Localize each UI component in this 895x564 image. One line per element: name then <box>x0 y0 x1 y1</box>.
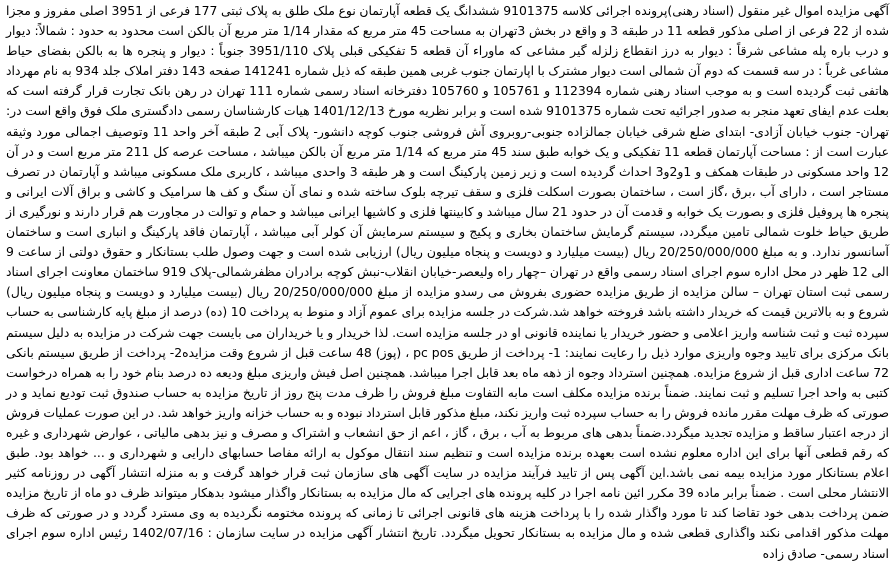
auction-notice <box>6 0 890 561</box>
notice-body-text: آگهی مزایده اموال غیر منقول (اسناد رهنی)پرونده اجرائی کلاسه 9101375 ششدانگ یک قطعه آپارتمان نوع ملک طلق به پلاک ثبتی 177 فرعی از 3951 اصلی مفروز و مجزا شده از 22 فرعی از اصلی مذکور قطعه 11 در طبقه 3 و واقع در بخش 3تهران به مساحت 45 متر مربع که مقدار 1/14 متر مربع آن بالکن است محدود به حدود : شمالاً: دیوار و درب باره پله مشاعی شرقاً : دیوار به درز انقطاع زلزله گیر مشاعی که ماوراء آن قطعه 5 تفکیکی قبلی پلاک 3951/110 جنوباً : دیوار و پنجره ها به بالکن بفضای حیاط مشاعی غرباً : در سه قسمت که دوم آن شمالی است دیوار مشترک با اپارتمان جنوب غربی همین طبقه که ذیل شماره 141241 صفحه 143 دفتر املاک جلد 934 به نام مهرداد هاتفی ثبت گردیده است و به موجب اسناد رهنی شماره 112394 و 105761 و 105760 دفترخانه اسناد رسمی شماره 111 تهران در رهن بانک تجارت قرار گرفته است که بعلت عدم ایفای تعهد منجر به صدور اجرائیه تحت شماره 9101375 شده است و برابر نظریه مورخ 1401/12/13 هیات کارشناسان رسمی دادگستری ملک فوق واقع است در: تهران- جنوب خیابان آزادی- ابتدای ضلع شرقی خیابان جمالزاده جنوبی-روبروی آش فروشی جنوب کوچه دانشور- پلاک آبی 2 طبقه آخر واحد 11 وتوصیف اجمالی مورد وثیقه عبارت است از : مساحت آپارتمان قطعه 11 تفکیکی و یک خوابه طبق سند 45 متر مربع که 1/14 متر مربع آن بالکن میباشد ، مساحت عرصه کل 211 متر مربع است و در آن 12 واحد مسکونی در طبقات همکف و 1و2و3 احداث گردیده است و زیر زمین پارکینگ است و هر طبقه 3 واحدی میباشد ، کاربری ملک مسکونی میباشد و آپارتمان در تصرف مستاجر است ، دارای آب ،برق ،گاز است ، ساختمان بصورت اسکلت فلزی و سقف تیرچه بلوک ساخته شده و نمای آن سنگ و کف ها سرامیک و کاشی و براق آلات ایرانی و پنجره ها پروفیل فلزی و بصورت یک خوابه و قدمت آن در حدود 21 سال میباشد و کابینتها فلزی و کاشیها ایرانی میباشد و حمام و توالت در مجاورت هم قرار دارند و نورگیری از طریق حیاط خلوت شمالی تامین میگردد، سیستم گرمایش ساختمان بخاری و پکیج و سیستم سرمایش آن کولر آبی میباشد ، آپارتمان فاقد پارکینگ و انباری است و ساختمان آسانسور ندارد. و به مبلغ 20/250/000/000 ریال (بیست میلیارد و دویست و پنجاه میلیون ریال) ارزیابی شده است و جهت وصول طلب بستانکار و حقوق دولتی از ساعت 9 الی 12 ظهر در محل اداره سوم اجرای اسناد رسمی واقع در تهران –چهار راه ولیعصر-خیابان انقلاب-نبش کوچه برادران مظفرشمالی-پلاک 919 ساختمان معاونت اجرای اسناد رسمی ثبت استان تهران – سالن مزایده از طریق مزایده حضوری بفروش می رسدو مزایده از مبلغ 20/250/000/000 ریال (بیست میلیارد و دویست و پنجاه میلیون ریال) شروع و به بالاترین قیمت که خریدار داشته باشد فروخته خواهد شد.شرکت در جلسه مزایده برای عموم آزاد و منوط به پرداخت 10 (ده) درصد از مبلغ پایه کارشناسی به حساب سپرده ثبت و ثبت شناسه واریز اعلامی و حضور خریدار یا نماینده قانونی او در جلسه مزایده است. لذا خریدار و یا خریداران می بایست جهت شرکت در مزایده به دلیل سیستم بانک مرکزی برای تایید وجوه واریزی موارد ذیل را رعایت نمایند: 1- پرداخت از طریق pc pos ، (پوز) 48 ساعت قبل از شروع وقت مزایده2- پرداخت از طریق سیستم بانکی 72 ساعت اداری قبل از شروع مزایده. همچنین استرداد وجوه از ذهه ماه بعد قابل اجرا میباشد. همچنین اصل فیش واریزی مبلغ ودیعه ده درصد بنام خود را به همراه درخواست کتبی به واحد اجرا تسلیم و ثبت نمایند. ضمناً برنده مزایده مکلف است مابه التفاوت مبلغ فروش را ظرف مدت پنج روز از تاریخ مزایده به حساب صندوق ثبت تودیع نماید و در صورتی که ظرف مهلت مقرر مانده فروش را به حساب سپرده ثبت واریز نکند، مبلغ مذکور قابل استرداد نبوده و به حساب خزانه واریز خواهد شد. در این صورت عملیات فروش از درجه اعتبار ساقط و مزایده تجدید میگردد.ضمناً بدهی های مربوط به آب ، برق ، گاز ، اعم از حق انشعاب و اشتراک و مصرف و نیز بدهی مالیاتی ، عوارض شهرداری و غیره که رقم قطعی آنها برای این اداره معلوم نشده است بعهده برنده مزایده است و تنظیم سند انتقال موکول به ارائه مفاصا حسابهای دارایی و شهرداری و ... خواهد بود. طبق اعلام بستانکار مورد مزایده بیمه نمی باشد.این آگهی پس از تایید فرآیند مزایده در سایت آگهی های سازمان ثبت قرار خواهد گرفت و به منزله انتشار آگهی در روزنامه کثیر الانتشار محلی است . ضمناً برابر ماده 39 مکرر ائین نامه اجرا در کلیه پرونده های اجرایی که مال مزایده به بستانکار واگذار میشود بدهکار میتواند ظرف دو ماه از تاریخ مزایده ضمن پرداخت بدهی خود تقاضا کند تا مورد واگذار شده را با پرداخت هزینه های قانونی اجرائی تا زمانی که پرونده مختومه نگردیده به وی مسترد گردد و در صورتی که ظرف مهلت مذکور اقدامی نکند واگذاری قطعی شده و مال مزایده به بستانکار تحویل میگردد. تاریخ انتشار آگهی مزایده در سایت سازمان : 1402/07/16 رئیس اداره سوم اجرای اسناد رسمی- صادق زاده <box>6 3 890 561</box>
